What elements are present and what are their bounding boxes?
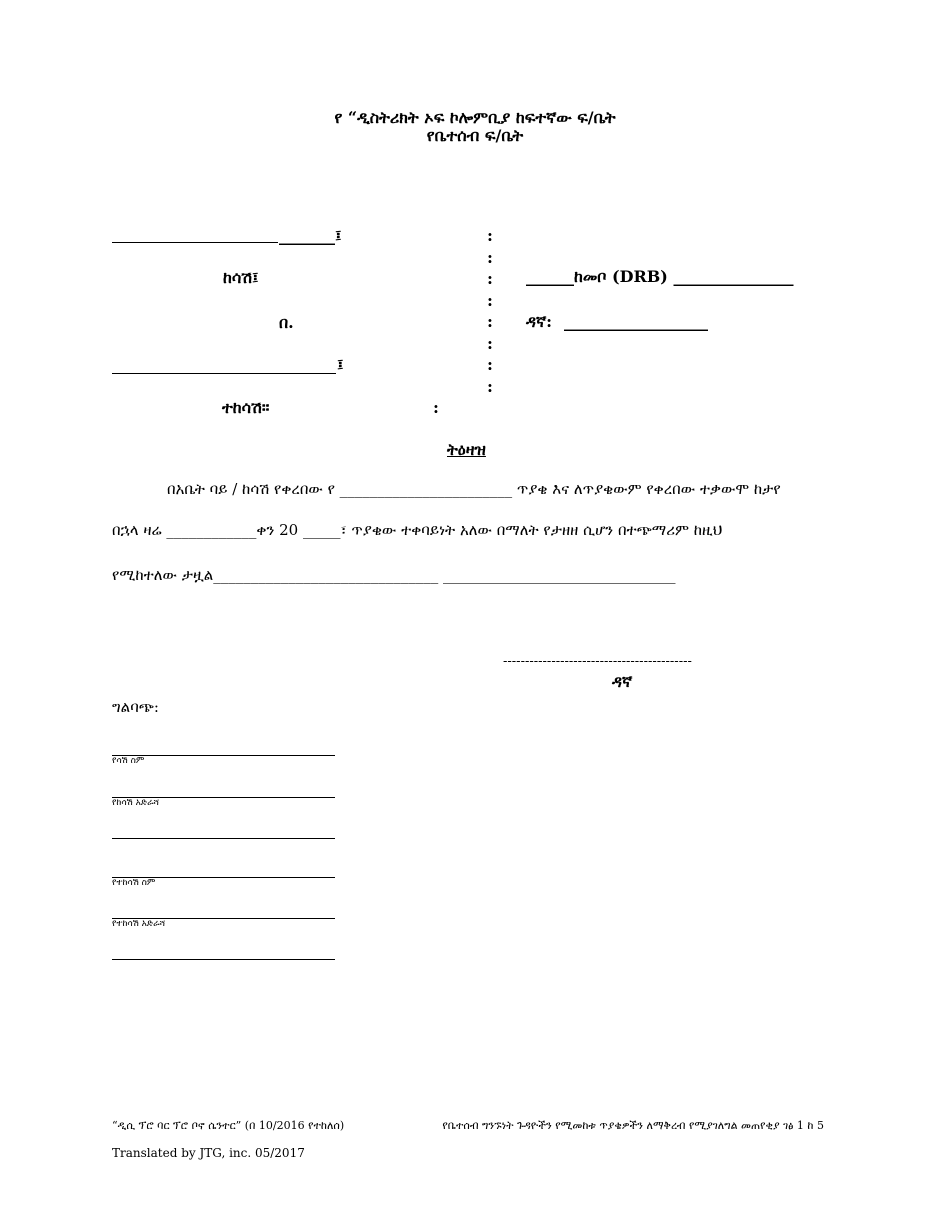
copy-line (112, 755, 335, 756)
copy-line (112, 959, 335, 960)
translation-credit: Translated by JTG, inc. 05/2017 (112, 1146, 305, 1160)
judge-label: ዳኛ: (526, 312, 553, 331)
defendant-address-caption: የተከሳሽ አድራሻ (112, 919, 166, 929)
plaintiff-blank: _______፤ (279, 226, 342, 245)
division-name: የቤተሰብ ፍ/ቤት (426, 126, 524, 145)
footer-left: “ዲሲ ፕሮ ባር ፕሮ ቦኖ ሴንተር” (በ 10/2016 የተከለሰ) (112, 1119, 345, 1132)
caption-colon: : (487, 291, 493, 310)
defendant-name-caption: የተከሳሽ ስም (112, 878, 156, 888)
signature-line: ------------------------------------------- (503, 654, 692, 669)
caption-colon: : (487, 226, 493, 245)
defendant-colon: : (433, 398, 439, 417)
copy-line (112, 838, 335, 839)
order-line-1: በአቤት ባይ / ከሳሽ የቀረበው የ _______________________ ጥያቄ እና ለጥያቄውም የቀረበው ተቃውሞ ከታየ (167, 480, 781, 498)
caption-colon: : (487, 377, 493, 396)
order-line-2: በኋላ ዛሬ ____________ቀን 20 _____፣ ጥያቄው ተቀባይነት አለው በማለት የታዘዘ ሲሆን በተጭማሪም ከዚህ (112, 521, 723, 539)
versus-label: በ. (279, 313, 294, 332)
caption-colon: : (487, 248, 493, 267)
caption-colon: : (487, 355, 493, 374)
plaintiff-line (112, 242, 278, 243)
copies-label: ግልባጭ: (112, 698, 159, 716)
judge-blank: __________________ (564, 312, 708, 331)
signature-judge-label: ዳኛ (612, 672, 633, 691)
court-name: የ “ዲስትሪክት ኦፍ ኮሎምቢያ ከፍተኛው ፍ/ቤት (334, 108, 616, 127)
caption-colon: : (487, 269, 493, 288)
plaintiff-label: ከሳሽ፤ (223, 268, 259, 287)
order-line-3: የሚከተለው ታዟል______________________________ _______________________________ (112, 566, 676, 584)
defendant-suffix: ፤ (337, 355, 344, 374)
defendant-label: ተከሳሽ። (222, 398, 270, 417)
order-title: ትዕዛዝ (447, 440, 486, 459)
case-number: ______ከመቦ (DRB) _______________ (526, 267, 794, 286)
plaintiff-address-caption: የከሳሽ አድራሻ (112, 798, 160, 808)
caption-colon: : (487, 312, 493, 331)
caption-colon: : (487, 334, 493, 353)
plaintiff-name-caption: የሳሽ ስም (112, 756, 145, 766)
defendant-line (112, 373, 336, 374)
footer-right: የቤተሰብ ግንኙነት ጉዳዮችን የሚመከቱ ጥያቄዎችን ለማቅረብ የሚያገለግል መጠየቂያ ገፅ 1 ከ 5 (442, 1119, 824, 1132)
